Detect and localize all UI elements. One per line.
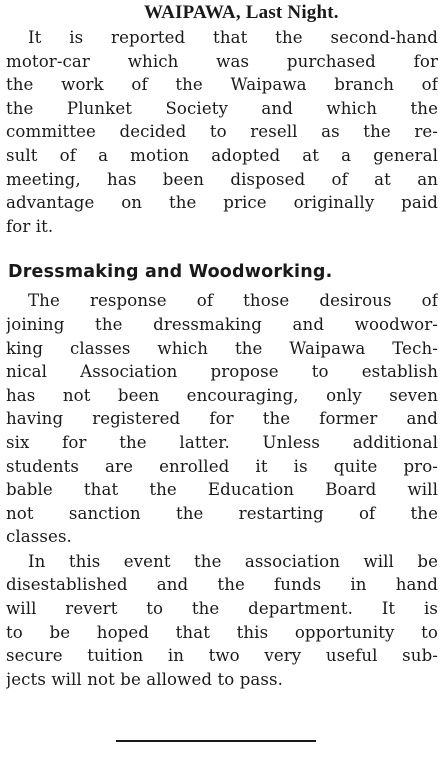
text-line: sult of a motion adopted at a general [6,145,438,165]
text-line: king classes which the Waipawa Tech- [6,338,438,358]
text-line: advantage on the price originally paid [6,193,438,213]
paragraph-association-outcome [6,550,438,692]
text-line: secure tuition in two very useful sub- [6,646,438,666]
text-line: motor-car which was purchased for [6,51,438,71]
text-line: not sanction the restarting of the [6,503,438,523]
dateline-time: Last Night. [245,2,339,23]
text-line: having registered for the former and [6,409,438,429]
news-column [6,0,438,691]
text-line: committee decided to resell as the re- [6,122,438,142]
text-line: has not been encouraging, only seven [6,385,438,405]
text-line: nical Association propose to establish [6,362,438,382]
text-line: meeting, has been disposed of at an [6,169,438,189]
text-line: for it. [6,216,54,236]
paragraph-motor-car [6,26,438,238]
text-line: joining the dressmaking and woodwor- [6,314,438,334]
text-line: The response of those desirous of [28,291,438,311]
text-line: to be hoped that this opportunity to [6,622,438,642]
text-line: disestablished and the funds in hand [6,575,438,595]
text-line: In this event the association will be [28,551,438,571]
text-line: students are enrolled it is quite pro- [6,456,438,476]
end-rule [116,740,316,742]
text-line: will revert to the department. It is [6,599,438,619]
text-line: six for the latter. Unless additional [6,432,438,452]
text-line: classes. [6,527,72,547]
text-line: bable that the Education Board will [6,480,438,500]
text-line: It is reported that the second-hand [28,28,438,47]
dateline [6,1,438,25]
dateline-place: WAIPAWA, [144,2,241,23]
paragraph-classes-response [6,289,438,549]
subheading: Dressmaking and Woodworking. [8,262,333,283]
text-line: the work of the Waipawa branch of [6,75,438,95]
text-line: the Plunket Society and which the [6,98,438,118]
text-line: jects will not be allowed to pass. [6,669,284,689]
